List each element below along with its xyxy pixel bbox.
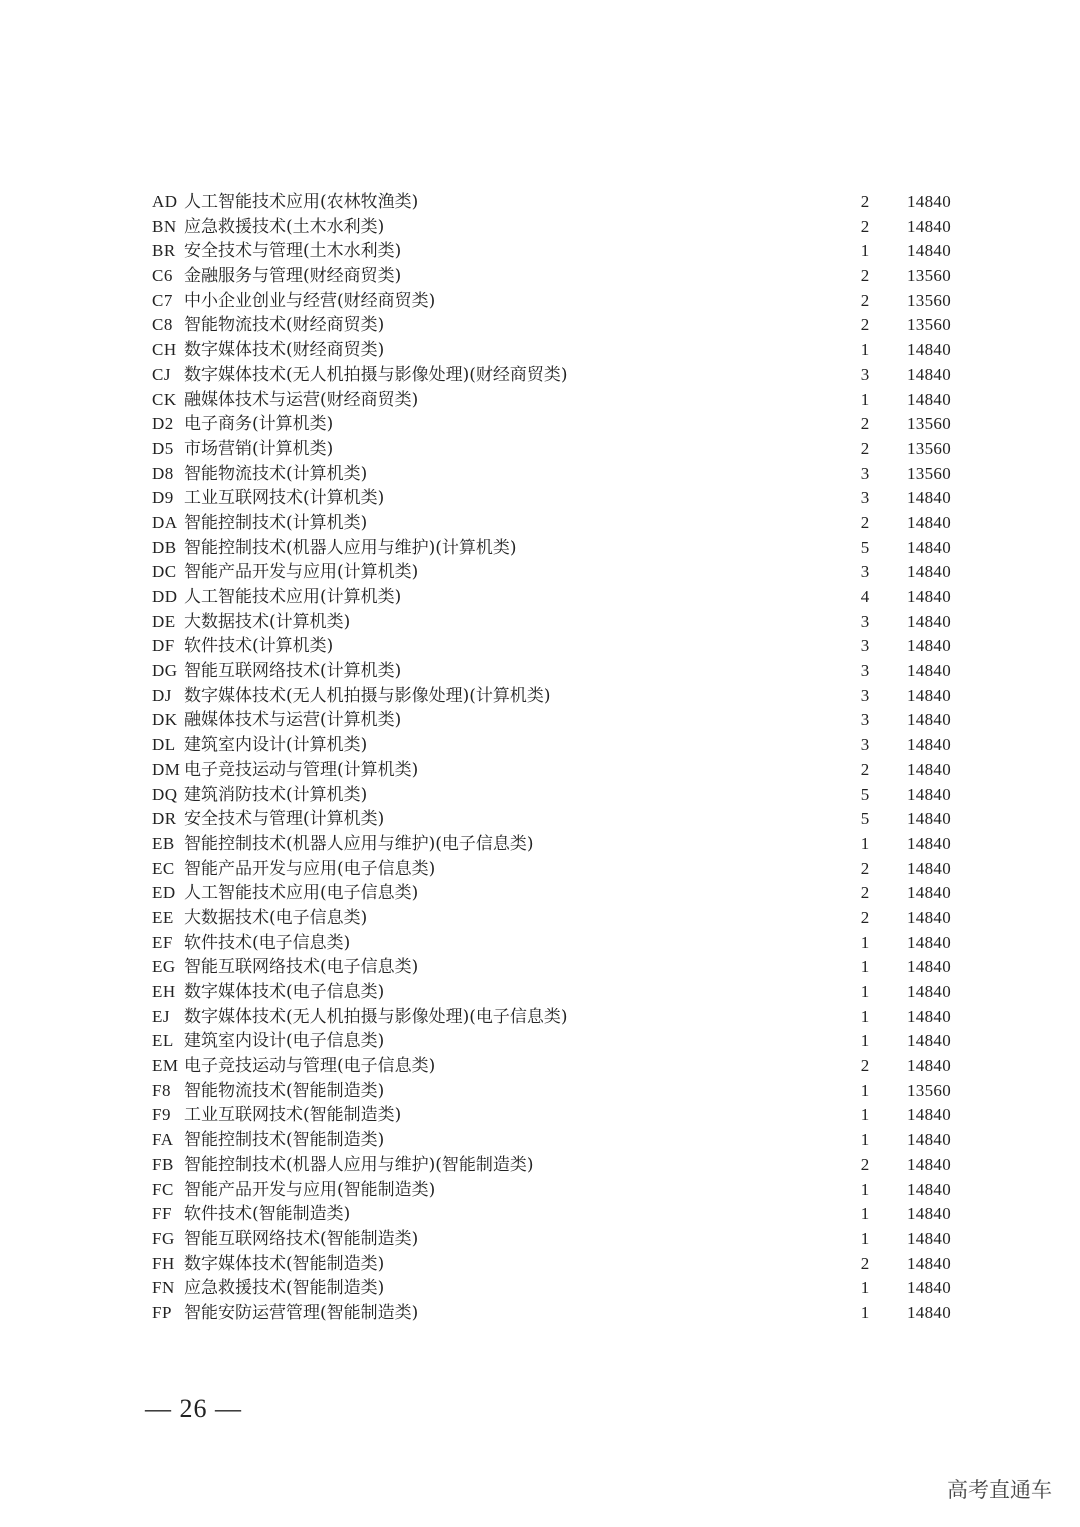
- table-row: [152, 1252, 962, 1277]
- enrollment-count: 2: [860, 192, 870, 211]
- enrollment-count: 1: [860, 241, 870, 261]
- table-row: [152, 190, 962, 215]
- program-name: 建筑室内设计(电子信息类): [184, 1031, 385, 1052]
- program-name: 安全技术与管理(计算机类): [184, 809, 385, 830]
- program-code: FH: [152, 1253, 175, 1273]
- program-code: DJ: [152, 685, 172, 705]
- enrollment-count: 1: [860, 1031, 870, 1051]
- program-name: 中小企业创业与经营(财经商贸类): [184, 290, 436, 311]
- enrollment-count: 1: [860, 982, 870, 1001]
- program-code: CJ: [152, 364, 171, 384]
- tuition-fee: 13560: [907, 463, 951, 483]
- program-name: 智能互联网络技术(计算机类): [184, 661, 402, 682]
- tuition-fee: 14840: [907, 661, 951, 681]
- tuition-fee: 14840: [907, 1154, 951, 1174]
- program-name: 数字媒体技术(无人机拍摄与影像处理)(电子信息类): [184, 1006, 568, 1027]
- program-code: D9: [152, 488, 174, 508]
- table-row: [152, 412, 962, 437]
- program-name: 智能产品开发与应用(电子信息类): [184, 858, 436, 879]
- program-name: 人工智能技术应用(农林牧渔类): [184, 192, 419, 212]
- program-code: CH: [152, 340, 177, 360]
- table-row: [152, 215, 962, 240]
- table-row: [152, 758, 962, 783]
- tuition-fee: 14840: [907, 1031, 951, 1051]
- program-name: 智能控制技术(机器人应用与维护)(智能制造类): [184, 1154, 534, 1175]
- program-name: 融媒体技术与运营(计算机类): [184, 710, 402, 731]
- table-row: [152, 980, 962, 1005]
- program-code: EJ: [152, 1006, 170, 1026]
- table-row: [152, 1029, 962, 1054]
- enrollment-count: 3: [860, 661, 870, 681]
- table-row: [152, 264, 962, 289]
- enrollment-count: 5: [860, 784, 870, 804]
- tuition-fee: 14840: [907, 611, 951, 631]
- enrollment-count: 4: [860, 587, 870, 606]
- program-name: 大数据技术(电子信息类): [184, 907, 368, 928]
- enrollment-count: 2: [860, 858, 870, 878]
- tuition-fee: 14840: [907, 192, 951, 211]
- enrollment-count: 2: [860, 883, 870, 903]
- enrollment-count: 2: [860, 438, 870, 458]
- program-code: BN: [152, 216, 177, 236]
- program-code: C6: [152, 266, 173, 286]
- enrollment-count: 3: [860, 685, 870, 705]
- enrollment-count: 1: [860, 340, 870, 360]
- tuition-fee: 13560: [907, 290, 951, 310]
- enrollment-count: 1: [860, 1179, 870, 1199]
- tuition-fee: 14840: [907, 685, 951, 705]
- tuition-fee: 14840: [907, 216, 951, 236]
- program-name: 数字媒体技术(财经商贸类): [184, 340, 385, 361]
- program-code: DD: [152, 587, 178, 606]
- program-code: DL: [152, 735, 176, 755]
- program-code: DM: [152, 759, 181, 779]
- enrollment-count: 1: [860, 932, 870, 952]
- program-name: 人工智能技术应用(电子信息类): [184, 883, 419, 904]
- program-code: ED: [152, 883, 176, 903]
- table-row: [152, 486, 962, 511]
- table-row: [152, 659, 962, 684]
- tuition-fee: 14840: [907, 1179, 951, 1199]
- enrollment-count: 1: [860, 957, 870, 977]
- enrollment-count: 2: [860, 315, 870, 335]
- tuition-fee: 14840: [907, 907, 951, 927]
- table-row: [152, 462, 962, 487]
- tuition-fee: 14840: [907, 735, 951, 755]
- enrollment-count: 3: [860, 463, 870, 483]
- enrollment-count: 1: [860, 1204, 870, 1224]
- enrollment-count: 2: [860, 759, 870, 779]
- program-name: 智能互联网络技术(电子信息类): [184, 957, 419, 978]
- tuition-fee: 14840: [907, 1105, 951, 1125]
- program-code: AD: [152, 192, 178, 211]
- tuition-fee: 14840: [907, 1056, 951, 1076]
- program-code: D8: [152, 463, 174, 483]
- program-code: DG: [152, 661, 178, 681]
- enrollment-count: 5: [860, 537, 870, 557]
- program-code: DC: [152, 562, 177, 582]
- program-name: 工业互联网技术(智能制造类): [184, 1105, 402, 1126]
- tuition-fee: 14840: [907, 784, 951, 804]
- enrollment-count: 3: [860, 562, 870, 582]
- tuition-fee: 14840: [907, 562, 951, 582]
- table-row: [152, 560, 962, 585]
- program-code: DF: [152, 636, 175, 656]
- table-row: [152, 708, 962, 733]
- program-code: DA: [152, 512, 178, 532]
- program-name: 智能物流技术(智能制造类): [184, 1080, 385, 1101]
- table-row: [152, 1128, 962, 1153]
- tuition-fee: 14840: [907, 982, 951, 1001]
- tuition-fee: 13560: [907, 1080, 951, 1100]
- tuition-fee: 13560: [907, 414, 951, 434]
- program-name: 软件技术(智能制造类): [184, 1204, 351, 1225]
- program-name: 金融服务与管理(财经商贸类): [184, 266, 402, 287]
- enrollment-count: 2: [860, 1056, 870, 1076]
- enrollment-count: 1: [860, 1105, 870, 1125]
- program-code: DR: [152, 809, 177, 829]
- program-name: 工业互联网技术(计算机类): [184, 488, 385, 509]
- enrollment-count: 1: [860, 1278, 870, 1298]
- enrollment-count: 1: [860, 1006, 870, 1026]
- program-name: 智能控制技术(计算机类): [184, 512, 368, 533]
- program-code: FA: [152, 1130, 174, 1150]
- program-name: 智能控制技术(机器人应用与维护)(计算机类): [184, 537, 517, 558]
- tuition-fee: 13560: [907, 315, 951, 335]
- table-row: [152, 388, 962, 413]
- program-name: 市场营销(计算机类): [184, 438, 334, 459]
- program-name: 智能互联网络技术(智能制造类): [184, 1228, 419, 1249]
- enrollment-count: 1: [860, 833, 870, 853]
- program-name: 智能产品开发与应用(智能制造类): [184, 1179, 436, 1200]
- enrollment-count: 3: [860, 611, 870, 631]
- enrollment-count: 3: [860, 488, 870, 508]
- tuition-fee: 14840: [907, 537, 951, 557]
- table-row: [152, 437, 962, 462]
- program-name: 智能控制技术(智能制造类): [184, 1130, 385, 1151]
- enrollment-count: 3: [860, 364, 870, 384]
- tuition-fee: 14840: [907, 759, 951, 779]
- program-code: EG: [152, 957, 176, 977]
- program-name: 电子竞技运动与管理(计算机类): [184, 759, 419, 780]
- table-row: [152, 239, 962, 264]
- enrollment-count: 3: [860, 735, 870, 755]
- tuition-fee: 14840: [907, 340, 951, 360]
- tuition-fee: 14840: [907, 1006, 951, 1026]
- tuition-fee: 14840: [907, 364, 951, 384]
- program-code: EC: [152, 858, 175, 878]
- table-row: [152, 1054, 962, 1079]
- program-code: DK: [152, 710, 178, 730]
- tuition-fee: 14840: [907, 932, 951, 952]
- program-code: EB: [152, 833, 175, 853]
- program-code: D5: [152, 438, 174, 458]
- table-row: [152, 955, 962, 980]
- enrollment-count: 5: [860, 809, 870, 829]
- program-name: 应急救援技术(智能制造类): [184, 1278, 385, 1299]
- program-name: 智能产品开发与应用(计算机类): [184, 562, 419, 583]
- enrollment-count: 2: [860, 216, 870, 236]
- tuition-fee: 14840: [907, 1228, 951, 1248]
- table-row: [152, 313, 962, 338]
- tuition-fee: 14840: [907, 1302, 951, 1322]
- tuition-fee: 14840: [907, 488, 951, 508]
- tuition-fee: 14840: [907, 241, 951, 261]
- tuition-fee: 14840: [907, 587, 951, 606]
- table-row: [152, 783, 962, 808]
- table-row: [152, 1103, 962, 1128]
- table-row: [152, 1227, 962, 1252]
- program-code: F8: [152, 1080, 171, 1100]
- enrollment-count: 2: [860, 290, 870, 310]
- program-code: D2: [152, 414, 174, 434]
- program-name: 软件技术(计算机类): [184, 636, 334, 657]
- table-row: [152, 1276, 962, 1301]
- tuition-fee: 14840: [907, 1130, 951, 1150]
- program-name: 电子竞技运动与管理(电子信息类): [184, 1056, 436, 1077]
- tuition-fee: 13560: [907, 438, 951, 458]
- page-number: — 26 —: [145, 1394, 242, 1423]
- table-row: [152, 634, 962, 659]
- program-code: C7: [152, 290, 173, 310]
- tuition-fee: 14840: [907, 1253, 951, 1273]
- program-code: FP: [152, 1302, 172, 1322]
- table-row: [152, 1178, 962, 1203]
- program-code: C8: [152, 315, 173, 335]
- program-name: 软件技术(电子信息类): [184, 932, 351, 953]
- program-name: 建筑室内设计(计算机类): [184, 735, 368, 756]
- tuition-fee: 14840: [907, 636, 951, 656]
- tuition-fee: 14840: [907, 389, 951, 409]
- program-name: 数字媒体技术(智能制造类): [184, 1253, 385, 1274]
- program-name: 智能物流技术(计算机类): [184, 463, 368, 484]
- table-row: [152, 1202, 962, 1227]
- table-row: [152, 857, 962, 882]
- table-row: [152, 1005, 962, 1030]
- tuition-fee: 14840: [907, 883, 951, 903]
- table-row: [152, 511, 962, 536]
- table-row: [152, 289, 962, 314]
- program-code: DQ: [152, 784, 178, 804]
- program-name: 大数据技术(计算机类): [184, 611, 351, 632]
- table-row: [152, 610, 962, 635]
- table-row: [152, 1301, 962, 1326]
- tuition-fee: 14840: [907, 809, 951, 829]
- table-row: [152, 906, 962, 931]
- table-row: [152, 338, 962, 363]
- enrollment-count: 2: [860, 512, 870, 532]
- watermark: 高考直通车: [947, 1478, 1052, 1502]
- enrollment-count: 1: [860, 1302, 870, 1322]
- program-code: FG: [152, 1228, 175, 1248]
- table-row: [152, 1079, 962, 1104]
- program-code: FB: [152, 1154, 174, 1174]
- table-row: [152, 931, 962, 956]
- enrollment-count: 3: [860, 636, 870, 656]
- program-name: 数字媒体技术(无人机拍摄与影像处理)(计算机类): [184, 685, 551, 706]
- program-name: 智能安防运营管理(智能制造类): [184, 1302, 419, 1323]
- tuition-fee: 14840: [907, 1204, 951, 1224]
- program-name: 电子商务(计算机类): [184, 414, 334, 435]
- enrollment-count: 2: [860, 1253, 870, 1273]
- program-name: 应急救援技术(土木水利类): [184, 216, 385, 237]
- table-row: [152, 733, 962, 758]
- enrollment-count: 2: [860, 414, 870, 434]
- table-row: [152, 585, 962, 610]
- table-row: [152, 363, 962, 388]
- table-row: [152, 832, 962, 857]
- table-row: [152, 1153, 962, 1178]
- program-name: 智能控制技术(机器人应用与维护)(电子信息类): [184, 833, 534, 854]
- program-name: 数字媒体技术(无人机拍摄与影像处理)(财经商贸类): [184, 364, 568, 385]
- table-row: [152, 536, 962, 561]
- program-code: FN: [152, 1278, 175, 1298]
- program-name: 数字媒体技术(电子信息类): [184, 982, 385, 1002]
- program-name: 建筑消防技术(计算机类): [184, 784, 368, 805]
- program-code: EL: [152, 1031, 174, 1051]
- table-row: [152, 684, 962, 709]
- program-code: BR: [152, 241, 176, 261]
- program-code: EE: [152, 907, 174, 927]
- enrollment-count: 3: [860, 710, 870, 730]
- program-code: DE: [152, 611, 176, 631]
- program-code: F9: [152, 1105, 171, 1125]
- table-row: [152, 881, 962, 906]
- program-name: 融媒体技术与运营(财经商贸类): [184, 389, 419, 410]
- enrollment-count: 1: [860, 1130, 870, 1150]
- tuition-fee: 14840: [907, 1278, 951, 1298]
- tuition-fee: 13560: [907, 266, 951, 286]
- program-name: 安全技术与管理(土木水利类): [184, 241, 402, 262]
- enrollment-count: 2: [860, 907, 870, 927]
- table-row: [152, 807, 962, 832]
- tuition-fee: 14840: [907, 512, 951, 532]
- program-code: EM: [152, 1056, 179, 1076]
- enrollment-count: 2: [860, 1154, 870, 1174]
- program-name: 智能物流技术(财经商贸类): [184, 315, 385, 336]
- program-code: FF: [152, 1204, 172, 1224]
- program-code: FC: [152, 1179, 174, 1199]
- program-code: CK: [152, 389, 177, 409]
- program-table: [152, 190, 962, 1326]
- tuition-fee: 14840: [907, 858, 951, 878]
- enrollment-count: 1: [860, 389, 870, 409]
- enrollment-count: 1: [860, 1228, 870, 1248]
- enrollment-count: 1: [860, 1080, 870, 1100]
- tuition-fee: 14840: [907, 957, 951, 977]
- program-name: 人工智能技术应用(计算机类): [184, 587, 402, 607]
- program-code: DB: [152, 537, 177, 557]
- program-code: EF: [152, 932, 173, 952]
- program-code: EH: [152, 982, 176, 1001]
- tuition-fee: 14840: [907, 833, 951, 853]
- tuition-fee: 14840: [907, 710, 951, 730]
- enrollment-count: 2: [860, 266, 870, 286]
